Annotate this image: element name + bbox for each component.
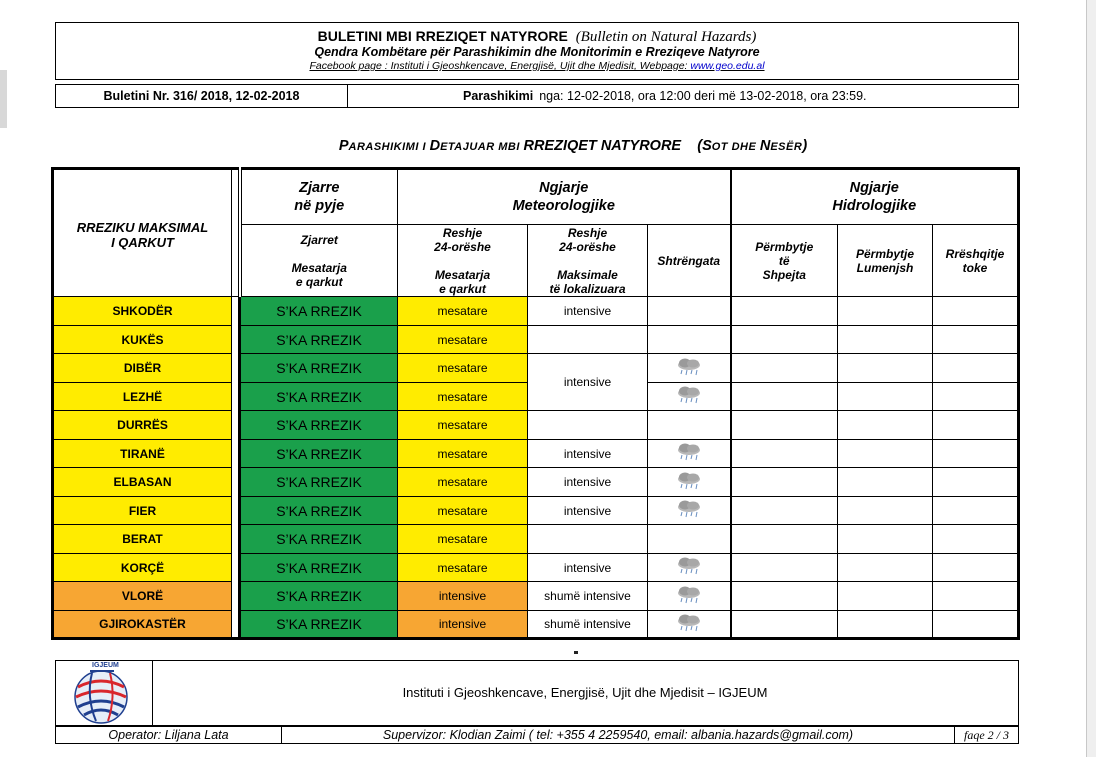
storm-cell — [648, 497, 731, 525]
fire-sub-2: Mesatarja — [291, 260, 347, 275]
forecast-label: Parashikimi — [463, 89, 534, 103]
county-name: LEZHË — [53, 383, 232, 411]
rain-max-cell: intensive — [528, 440, 648, 468]
rain-avg-cell: mesatare — [398, 354, 528, 383]
spacer-cell — [232, 354, 240, 383]
landslide-cell — [933, 297, 1019, 326]
facebook-text: Facebook page : Instituti i Gjeoshkencave, Energjisë, Ujit dhe Mjedisit, Webpage: — [309, 60, 691, 72]
landslide-cell — [933, 554, 1019, 582]
rain-max-cell: intensive — [528, 297, 648, 326]
rain-max-cell: shumë intensive — [528, 611, 648, 639]
county-row — [53, 525, 1019, 554]
spacer-cell — [232, 440, 240, 468]
page-number: faqe 2 / 3 — [964, 728, 1009, 742]
st-6: (S — [697, 138, 712, 154]
fire-risk-cell: S’KA RREZIK — [240, 611, 398, 639]
county-row — [53, 411, 1019, 440]
rain-avg-cell: mesatare — [398, 297, 528, 326]
fire-risk-cell: S’KA RREZIK — [240, 383, 398, 411]
operator: Operator: Liljana Lata — [56, 727, 282, 743]
river-flood-subheader — [838, 225, 933, 297]
igjeum-logo — [56, 661, 153, 725]
storm-cell — [648, 611, 731, 639]
fire-header-line2: në pyje — [294, 198, 345, 214]
flash-sub-1: Përmbytje — [755, 239, 814, 254]
hydro-header-line1: Ngjarje — [849, 180, 899, 196]
hydro-header-line2: Hidrologjike — [832, 198, 917, 214]
rain-avg-subheader — [398, 225, 528, 297]
header-title — [56, 28, 1018, 45]
storm-cell — [648, 354, 731, 383]
river-flood-cell — [838, 354, 933, 383]
st-3: D — [429, 138, 441, 154]
landslide-cell — [933, 440, 1019, 468]
storm-cell — [648, 326, 731, 354]
spacer-cell — [232, 554, 240, 582]
rain-avg-cell: intensive — [398, 611, 528, 639]
river-flood-cell — [838, 297, 933, 326]
flash-flood-cell — [731, 497, 838, 525]
spacer-cell — [232, 326, 240, 354]
county-row — [53, 468, 1019, 497]
rain-avg-cell: mesatare — [398, 326, 528, 354]
landslide-sub-1: Rrëshqitje — [945, 246, 1005, 261]
county-row — [53, 497, 1019, 525]
thunderstorm-icon — [675, 499, 703, 519]
rain-avg-cell: mesatare — [398, 440, 528, 468]
thunderstorm-icon — [675, 442, 703, 462]
flash-flood-cell — [731, 611, 838, 639]
rain-avg-cell: mesatare — [398, 497, 528, 525]
rain-avg-sub-1: Reshje — [442, 225, 483, 240]
flash-sub-3: Shpejta — [762, 267, 806, 282]
footer-line — [55, 726, 1019, 744]
fire-subheader — [240, 225, 398, 297]
river-flood-cell — [838, 440, 933, 468]
landslide-cell — [933, 582, 1019, 611]
county-row — [53, 326, 1019, 354]
county-name: ELBASAN — [53, 468, 232, 497]
county-name: TIRANË — [53, 440, 232, 468]
fire-header-line1: Zjarre — [299, 180, 340, 196]
river-flood-cell — [838, 383, 933, 411]
bulletin-number: Buletini Nr. 316/ 2018, 12-02-2018 — [56, 85, 348, 107]
fire-risk-cell: S’KA RREZIK — [240, 411, 398, 440]
flash-flood-cell — [731, 411, 838, 440]
landslide-cell — [933, 326, 1019, 354]
flash-flood-cell — [731, 582, 838, 611]
rain-max-sub-2: 24-orëshe — [559, 239, 616, 254]
county-row — [53, 554, 1019, 582]
bulletin-header — [55, 22, 1019, 80]
landslide-cell — [933, 525, 1019, 554]
landslide-cell — [933, 383, 1019, 411]
spacer-cell — [232, 468, 240, 497]
county-name: DURRËS — [53, 411, 232, 440]
flash-sub-2: të — [778, 253, 790, 268]
fire-risk-cell: S’KA RREZIK — [240, 468, 398, 497]
fire-sub-1: Zjarret — [300, 232, 338, 247]
county-row — [53, 297, 1019, 326]
footer-box — [55, 660, 1019, 726]
section-title — [0, 138, 1086, 154]
fire-risk-cell: S’KA RREZIK — [240, 354, 398, 383]
landslide-sub-2: toke — [962, 260, 988, 275]
storm-cell — [648, 383, 731, 411]
rain-max-cell: intensive — [528, 497, 648, 525]
rain-avg-sub-3: Mesatarja — [434, 267, 491, 282]
flash-flood-cell — [731, 468, 838, 497]
county-name: KORÇË — [53, 554, 232, 582]
spacer-column — [232, 169, 240, 297]
globe-logo-icon — [56, 661, 152, 725]
rain-max-subheader — [528, 225, 648, 297]
rain-avg-cell: mesatare — [398, 383, 528, 411]
spacer-cell — [232, 411, 240, 440]
rain-max-sub-1: Reshje — [567, 225, 608, 240]
river-flood-cell — [838, 468, 933, 497]
county-name: FIER — [53, 497, 232, 525]
st-1: P — [338, 138, 349, 154]
rain-max-cell — [528, 326, 648, 354]
stray-mark — [574, 651, 578, 654]
st-5: RREZIQET NATYRORE — [523, 138, 682, 154]
viewer-scroll-gutter[interactable] — [1087, 0, 1096, 757]
st-2: ARASHIKIMI I — [348, 141, 430, 153]
flash-flood-cell — [731, 440, 838, 468]
thunderstorm-icon — [675, 585, 703, 605]
river-flood-cell — [838, 611, 933, 639]
storm-cell — [648, 582, 731, 611]
landslide-cell — [933, 611, 1019, 639]
county-row — [53, 611, 1019, 639]
st-4: ETAJUAR MBI — [440, 141, 524, 153]
fire-risk-cell: S’KA RREZIK — [240, 582, 398, 611]
rain-max-cell: shumë intensive — [528, 582, 648, 611]
meteo-header-line1: Ngjarje — [539, 180, 589, 196]
county-name: KUKËS — [53, 326, 232, 354]
rain-max-cell: intensive — [528, 554, 648, 582]
river-sub-2: Lumenjsh — [856, 260, 914, 275]
st-8: N — [759, 138, 771, 154]
fire-sub-3: e qarkut — [295, 274, 343, 289]
rain-max-cell — [528, 411, 648, 440]
fire-risk-cell: S’KA RREZIK — [240, 525, 398, 554]
flash-flood-cell — [731, 383, 838, 411]
landslide-subheader — [933, 225, 1019, 297]
thunderstorm-icon — [675, 613, 703, 633]
flash-flood-cell — [731, 297, 838, 326]
rain-avg-cell: mesatare — [398, 554, 528, 582]
spacer-cell — [232, 582, 240, 611]
rain-avg-sub-4: e qarkut — [439, 281, 486, 296]
county-row — [53, 354, 1019, 383]
fire-risk-cell: S’KA RREZIK — [240, 297, 398, 326]
county-name: SHKODËR — [53, 297, 232, 326]
risk-header — [53, 169, 232, 297]
spacer-cell — [232, 611, 240, 639]
county-name: GJIROKASTËR — [53, 611, 232, 639]
river-flood-cell — [838, 326, 933, 354]
river-sub-1: Përmbytje — [855, 246, 915, 261]
storm-cell — [648, 411, 731, 440]
bulletin-info-line — [55, 84, 1019, 108]
storm-cell — [648, 440, 731, 468]
flash-flood-cell — [731, 326, 838, 354]
spacer-cell — [232, 497, 240, 525]
st-9: ESËR — [770, 141, 803, 153]
flash-flood-cell — [731, 354, 838, 383]
header-subtitle: Qendra Kombëtare për Parashikimin dhe Monitorimin e Rreziqeve Natyrore — [314, 45, 760, 59]
fire-risk-cell: S’KA RREZIK — [240, 326, 398, 354]
thunderstorm-icon — [675, 556, 703, 576]
risk-header-line1: RREZIKU MAKSIMAL — [76, 220, 209, 235]
fire-risk-cell: S’KA RREZIK — [240, 440, 398, 468]
storm-cell — [648, 525, 731, 554]
river-flood-cell — [838, 525, 933, 554]
thunderstorm-icon — [675, 357, 703, 377]
rain-avg-cell: mesatare — [398, 468, 528, 497]
rain-max-cell: intensive — [528, 468, 648, 497]
rain-max-cell — [528, 525, 648, 554]
website-link[interactable]: www.geo.edu.al — [690, 60, 765, 72]
rain-max-sub-4: të lokalizuara — [549, 281, 626, 296]
storm-cell — [648, 468, 731, 497]
landslide-cell — [933, 497, 1019, 525]
thunderstorm-icon — [675, 385, 703, 405]
landslide-cell — [933, 411, 1019, 440]
fire-risk-cell: S’KA RREZIK — [240, 497, 398, 525]
flash-flood-cell — [731, 554, 838, 582]
fire-header — [240, 169, 398, 225]
spacer-cell — [232, 383, 240, 411]
rain-avg-cell: mesatare — [398, 411, 528, 440]
logo-label: IGJEUM — [92, 662, 119, 669]
header-title-en: (Bulletin on Natural Hazards) — [575, 29, 757, 45]
thunderstorm-icon — [675, 471, 703, 491]
rain-avg-cell: intensive — [398, 582, 528, 611]
county-row — [53, 440, 1019, 468]
river-flood-cell — [838, 497, 933, 525]
flash-flood-subheader — [731, 225, 838, 297]
flash-flood-cell — [731, 525, 838, 554]
river-flood-cell — [838, 582, 933, 611]
landslide-cell — [933, 354, 1019, 383]
storm-cell — [648, 297, 731, 326]
st-7: OT DHE — [711, 141, 760, 153]
risk-header-line2: I QARKUT — [111, 235, 174, 250]
forecast-text: nga: 12-02-2018, ora 12:00 deri më 13-02-2018, ora 23:59. — [539, 89, 867, 103]
rain-max-cell: intensive — [528, 354, 648, 411]
fire-risk-cell: S’KA RREZIK — [240, 554, 398, 582]
county-name: DIBËR — [53, 354, 232, 383]
header-title-text: BULETINI MBI RREZIQET NATYRORE — [317, 28, 568, 44]
institute-name: Instituti i Gjeoshkencave, Energjisë, Ujit dhe Mjedisit – IGJEUM — [402, 685, 768, 700]
storm-cell — [648, 554, 731, 582]
storm-sub: Shtrëngata — [657, 253, 721, 268]
supervisor: Supervizor: Klodian Zaimi ( tel: +355 4 2259540, email: albania.hazards@gmail.com) — [282, 727, 955, 743]
rain-avg-cell: mesatare — [398, 525, 528, 554]
left-edge-marker — [0, 70, 7, 128]
county-row — [53, 582, 1019, 611]
river-flood-cell — [838, 411, 933, 440]
rain-max-sub-3: Maksimale — [557, 267, 618, 282]
storm-subheader — [648, 225, 731, 297]
meteo-header-line2: Meteorologjike — [512, 198, 615, 214]
forecast-period — [348, 85, 1018, 107]
meteo-header — [398, 169, 731, 225]
header-links — [56, 60, 1018, 73]
hazard-table — [51, 167, 1020, 640]
landslide-cell — [933, 468, 1019, 497]
rain-avg-sub-2: 24-orëshe — [434, 239, 491, 254]
st-10: ) — [802, 138, 808, 154]
hydro-header — [731, 169, 1019, 225]
county-name: BERAT — [53, 525, 232, 554]
spacer-cell — [232, 525, 240, 554]
river-flood-cell — [838, 554, 933, 582]
spacer-cell — [232, 297, 240, 326]
county-name: VLORË — [53, 582, 232, 611]
